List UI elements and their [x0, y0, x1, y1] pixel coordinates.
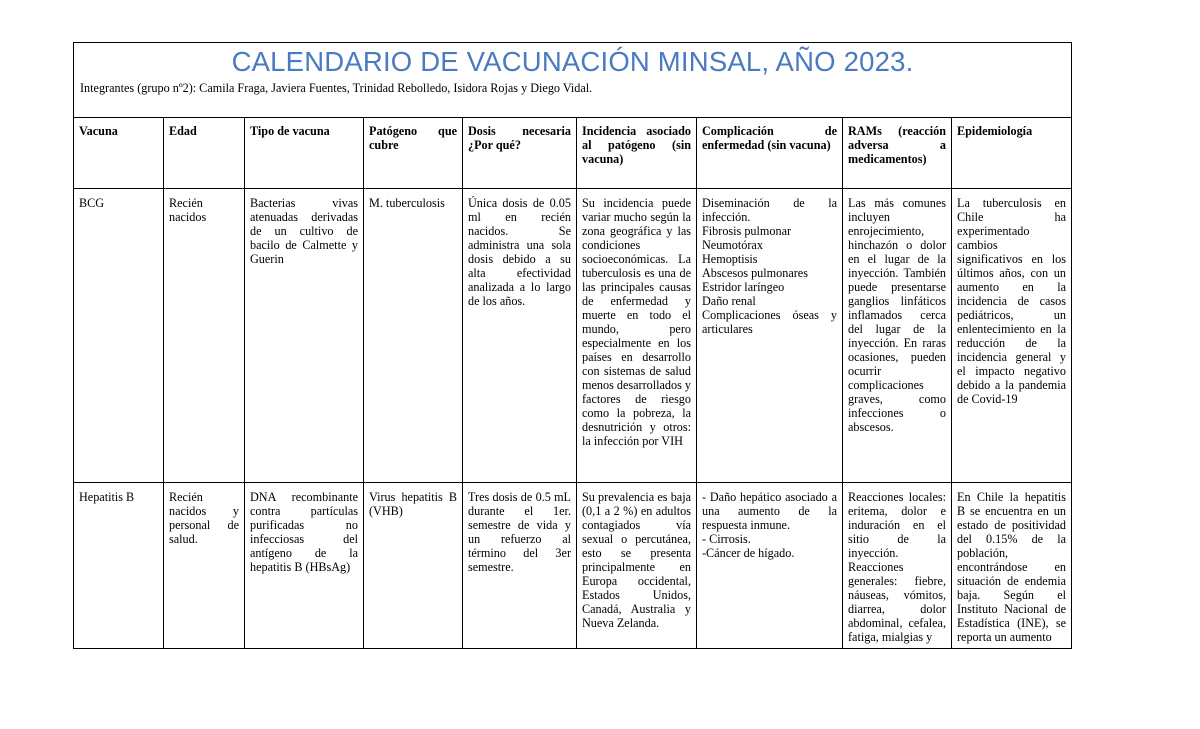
complication-item: Abscesos pulmonares [702, 266, 808, 280]
header-incidencia-label: Incidencia asociado al patógeno (sin vacuna) [582, 124, 691, 166]
complication-item: Fibrosis pulmonar [702, 224, 792, 238]
group-members: Integrantes (grupo nº2): Camila Fraga, Javiera Fuentes, Trinidad Rebolledo, Isidora Rojas y Diego Vidal. [80, 81, 593, 95]
cell-complicacion [697, 483, 843, 649]
cell-epidemiologia: La tuberculosis en Chile ha experimentado cambios significativos en los últimos años, con un aumento en la incidencia de casos pediátricos, un enlentecimiento en la reducción de la incidencia general y el impacto negativo debido a la pandemia de Covid-19 [952, 189, 1072, 483]
header-rams [843, 118, 952, 189]
table-row [74, 483, 1072, 649]
complication-item: Diseminación de la infección. [702, 196, 837, 224]
vaccination-table [73, 42, 1072, 649]
cell-complicacion [697, 189, 843, 483]
document-title: CALENDARIO DE VACUNACIÓN MINSAL, AÑO 2023. [231, 46, 914, 77]
cell-patogeno: M. tuberculosis [364, 189, 463, 483]
cell-epidemiologia: En Chile la hepatitis B se encuentra en un estado de positividad del 0.15% de la población, encontrándose en situación de endemia baja. Según el Instituto Nacional de Estadística (INE), se reporta un aumento [952, 483, 1072, 649]
cell-patogeno: Virus hepatitis B (VHB) [364, 483, 463, 649]
complication-item: -Cáncer de hígado. [702, 546, 795, 560]
document-page [73, 42, 1071, 649]
header-patogeno [364, 118, 463, 189]
header-row [74, 118, 1072, 189]
complication-item: Neumotórax [702, 238, 763, 252]
header-epidemiologia: Epidemiología [952, 118, 1072, 189]
cell-incidencia: Su incidencia puede variar mucho según la zona geográfica y las condiciones socioeconómicas. La tuberculosis es una de las principales causas de enfermedad y muerte en todo el mundo, pero especialmente en los países en desarrollo con sistemas de salud menos desarrollados y factores de riesgo como la pobreza, la desnutrición y otros: la infección por VIH [577, 189, 697, 483]
cell-rams: Las más comunes incluyen enrojecimiento, hinchazón o dolor en el lugar de la inyección. También puede presentarse ganglios linfáticos inflamados cerca del lugar de la inyección. En raras ocasiones, pueden ocurrir complicaciones graves, como infecciones o abscesos. [843, 189, 952, 483]
complication-item: Estridor laríngeo [702, 280, 785, 294]
table-row [74, 189, 1072, 483]
header-dosis-label: Dosis necesaria ¿Por qué? [468, 124, 571, 152]
title-cell [74, 43, 1072, 118]
complication-item: Complicaciones óseas y articulares [702, 308, 837, 336]
complication-item: - Cirrosis. [702, 532, 751, 546]
cell-edad: Recién nacidos [164, 189, 245, 483]
header-tipo-de-vacuna: Tipo de vacuna [245, 118, 364, 189]
cell-rams: Reacciones locales: eritema, dolor e induración en el sitio de la inyección. Reacciones generales: fiebre, náuseas, vómitos, diarrea, dolor abdominal, cefalea, fatiga, mialgias y [843, 483, 952, 649]
header-vacuna: Vacuna [74, 118, 164, 189]
complication-item: - Daño hepático asociado a una aumento de la respuesta inmune. [702, 490, 837, 532]
header-edad: Edad [164, 118, 245, 189]
complication-item: Hemoptisis [702, 252, 758, 266]
cell-dosis: Única dosis de 0.05 ml en recién nacidos. Se administra una sola dosis debido a su alta efectividad analizada a lo largo de los años. [463, 189, 577, 483]
complication-item: Daño renal [702, 294, 756, 308]
cell-vacuna: BCG [74, 189, 164, 483]
header-incidencia [577, 118, 697, 189]
header-dosis [463, 118, 577, 189]
cell-edad: Recién nacidos y personal de salud. [164, 483, 245, 649]
header-patogeno-label: Patógeno que cubre [369, 124, 457, 152]
cell-vacuna: Hepatitis B [74, 483, 164, 649]
header-rams-label: RAMs (reacción adversa a medicamentos) [848, 124, 946, 166]
header-complicacion [697, 118, 843, 189]
cell-tipo: Bacterias vivas atenuadas derivadas de un cultivo de bacilo de Calmette y Guerin [245, 189, 364, 483]
cell-tipo: DNA recombinante contra partículas purificadas no infecciosas del antígeno de la hepatitis B (HBsAg) [245, 483, 364, 649]
header-complicacion-label: Complicación de enfermedad (sin vacuna) [702, 124, 837, 152]
cell-dosis: Tres dosis de 0.5 mL durante el 1er. semestre de vida y un refuerzo al término del 3er semestre. [463, 483, 577, 649]
cell-incidencia: Su prevalencia es baja (0,1 a 2 %) en adultos contagiados vía sexual o percutánea, esto se presenta principalmente en Europa occidental, Estados Unidos, Canadá, Australia y Nueva Zelanda. [577, 483, 697, 649]
